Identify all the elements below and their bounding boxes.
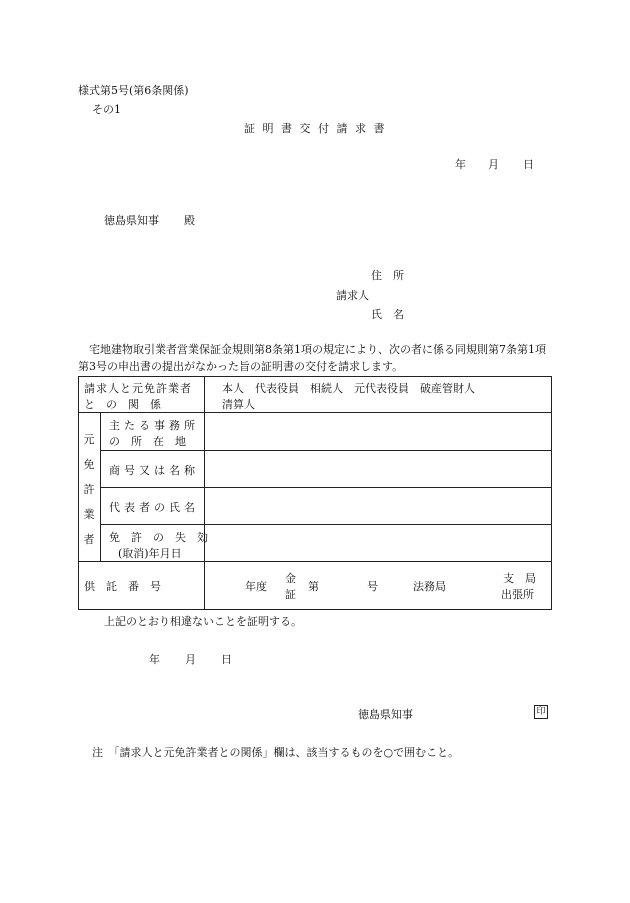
former-licensee-char: 許 — [83, 483, 95, 496]
deposit-sho: 証 — [285, 588, 296, 601]
former-licensee-char: 業 — [83, 508, 95, 521]
relation-options-1: 本人 代表役員 相続人 元代表役員 破産管財人 — [222, 382, 475, 395]
requester-label: 請求人 — [336, 289, 369, 302]
date-bottom-month: 月 — [185, 653, 196, 666]
deposit-number-label: 供 託 番 号 — [84, 580, 161, 593]
date-bottom-day: 日 — [221, 653, 232, 666]
office-label-2: の 所 在 地 — [109, 435, 186, 448]
date-top-year: 年 — [455, 158, 466, 171]
expiry-label-1: 免 許 の 失 効 — [109, 531, 208, 544]
former-licensee-char: 元 — [83, 433, 95, 446]
expiry-label-2: (取消)年月日 — [118, 547, 182, 560]
deposit-legal-bureau: 法務局 — [413, 580, 446, 593]
representative-label: 代表者の氏名 — [109, 501, 199, 514]
deposit-kin: 金 — [285, 572, 296, 585]
form-number: 様式第5号(第6条関係) — [78, 84, 189, 97]
document-title: 証 明 書 交 付 請 求 書 — [244, 122, 387, 135]
address-label: 住 所 — [371, 269, 404, 282]
name-label: 氏 名 — [371, 308, 404, 321]
former-licensee-char: 免 — [83, 458, 95, 471]
deposit-dai: 第 — [308, 580, 319, 593]
relation-label-2: と の 関 係 — [84, 398, 161, 411]
issuer: 徳島県知事 — [358, 708, 413, 721]
deposit-go: 号 — [367, 580, 378, 593]
deposit-branch: 支 局 — [503, 572, 536, 585]
deposit-branch-office: 出張所 — [501, 588, 534, 601]
relation-options-2: 清算人 — [222, 398, 255, 411]
former-licensee-char: 者 — [83, 533, 95, 546]
date-bottom-year: 年 — [149, 653, 160, 666]
relation-label-1: 請求人と元免許業者 — [84, 382, 192, 395]
form-sono: その1 — [92, 103, 121, 116]
seal-mark: 印 — [534, 705, 548, 719]
office-label-1: 主たる事務所 — [109, 419, 199, 432]
honorific: 殿 — [184, 214, 195, 227]
addressee: 徳島県知事 — [104, 214, 159, 227]
date-top-day: 日 — [523, 158, 534, 171]
note: 注 「請求人と元免許業者との関係」欄は、該当するものを○で囲むこと。 — [92, 746, 460, 759]
certify-text: 上記のとおり相違ないことを証明する。 — [104, 615, 302, 628]
trade-name-label: 商号又は名称 — [109, 464, 199, 477]
date-top-month: 月 — [488, 158, 499, 171]
request-text: 宅地建物取引業者営業保証金規則第8条第1項の規定により、次の者に係る同規則第7条第1項第3号の申出書の提出がなかった旨の証明書の交付を請求します。 — [78, 343, 546, 373]
deposit-fiscal-year: 年度 — [245, 580, 267, 593]
